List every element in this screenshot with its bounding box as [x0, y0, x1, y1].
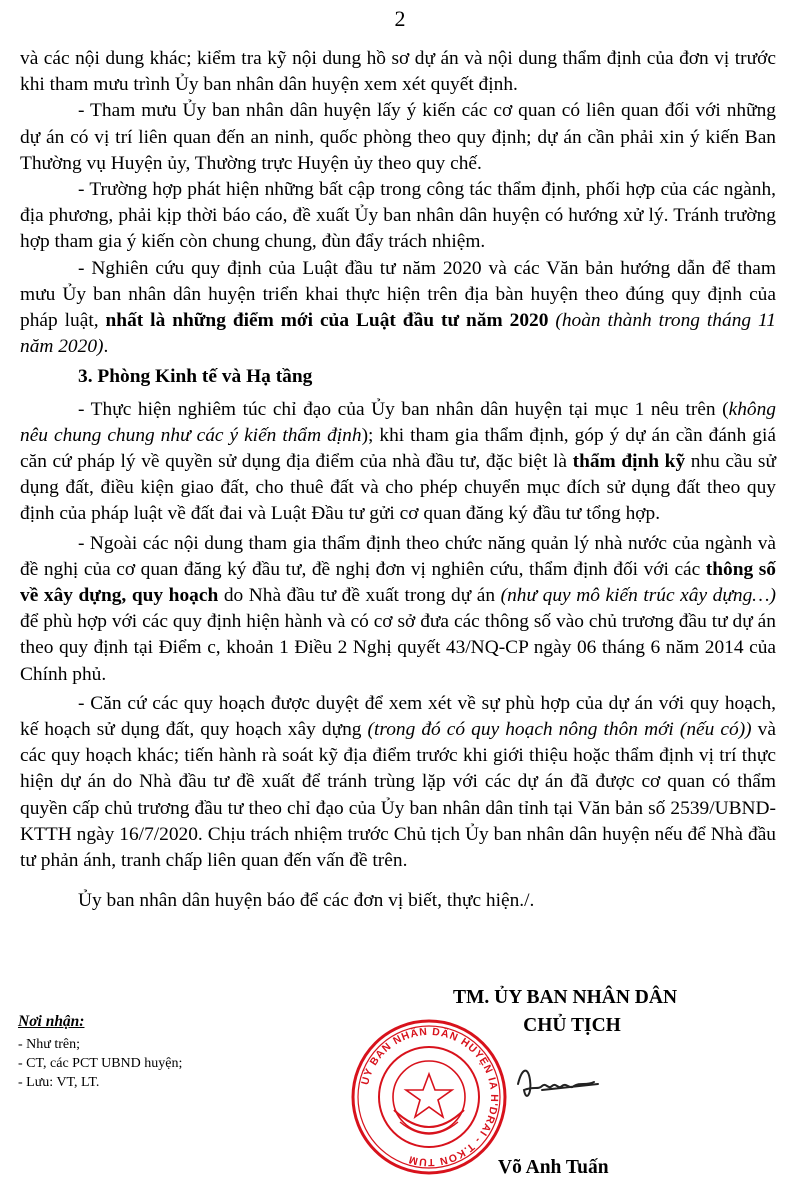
italic-text: (trong đó có quy hoạch nông thôn mới (nếu có)) — [367, 719, 752, 741]
text-run: - Tham mưu Ủy ban nhân dân huyện lấy ý kiến các cơ quan có liên quan đối với những dự án có vị trí liên quan đến an ninh, quốc phòng theo quy định; dự án cần phải xin ý kiến Ban Thường vụ Huyện ủy, Thường trực Huyện ủy theo quy chế. — [20, 100, 776, 174]
body-paragraph — [20, 177, 776, 256]
text-run: ); khi tham gia thẩm định, góp ý dự án cần đánh giá căn cứ pháp lý về quyền sử dụng địa điểm của nhà đầu tư, đặc biệt là — [20, 424, 776, 473]
body-paragraph — [20, 397, 776, 528]
body-paragraph — [20, 531, 776, 688]
italic-text: (hoàn thành trong tháng 11 năm 2020) — [20, 310, 776, 358]
body-paragraph — [20, 98, 776, 177]
body-paragraph — [20, 888, 776, 914]
text-run: - Nghiên cứu quy định của Luật đầu tư năm 2020 và các Văn bản hướng dẫn để tham mưu Ủy ban nhân dân huyện triển khai thực hiện trên địa bàn huyện theo đúng quy định của pháp luật, — [20, 257, 776, 332]
body-paragraph — [20, 256, 776, 361]
official-seal-stamp — [350, 1018, 508, 1176]
text-run: - Thực hiện nghiêm túc chỉ đạo của Ủy ban nhân dân huyện tại mục 1 nêu trên ( — [78, 398, 729, 420]
signature-position: CHỦ TỊCH — [523, 1015, 621, 1036]
text-run: nhu cầu sử dụng đất, điều kiện giao đất, cho thuê đất và cho phép chuyển mục đích sử dụng đất theo quy định của pháp luật về đất đai và Luật Đầu tư gửi cơ quan đăng ký đầu tư tổng hợp. — [20, 451, 776, 525]
recipient-item: - Như trên; — [18, 1037, 81, 1052]
text-run: - Trường hợp phát hiện những bất cập trong công tác thẩm định, phối hợp của các ngành, địa phương, phải kịp thời báo cáo, đề xuất Ủy ban nhân dân huyện có hướng xử lý. Tránh trường hợp tham gia ý kiến còn chung chung, đùn đẩy trách nhiệm. — [20, 179, 776, 253]
text-run: và các nội dung khác; kiểm tra kỹ nội dung hồ sơ dự án và nội dung thẩm định của đơn vị trước khi tham mưu trình Ủy ban nhân dân huyện xem xét quyết định. — [20, 48, 776, 96]
recipients-block — [18, 1012, 182, 1092]
recipients-title: Nơi nhận: — [18, 1013, 85, 1030]
bold-text: thẩm định kỹ — [572, 451, 686, 473]
text-run: do Nhà đầu tư đề xuất trong dự án — [218, 585, 501, 607]
italic-text: không nêu chung chung như các ý kiến thẩm định — [20, 398, 776, 446]
section-heading — [20, 364, 776, 390]
text-run: . — [103, 336, 109, 358]
handwritten-signature — [514, 1060, 602, 1110]
recipient-item: - CT, các PCT UBND huyện; — [18, 1056, 183, 1071]
signature-on-behalf: TM. ỦY BAN NHÂN DÂN — [452, 987, 678, 1008]
italic-text: (như quy mô kiến trúc xây dựng…) — [500, 585, 776, 607]
body-paragraph — [20, 46, 776, 98]
text-run: - Ngoài các nội dung tham gia thẩm định theo chức năng quản lý nhà nước của ngành và đề nghị của cơ quan đăng ký đầu tư, đề nghị đơn vị nghiên cứu, thẩm định đối với các — [20, 532, 776, 580]
recipient-item: - Lưu: VT, LT. — [18, 1075, 100, 1090]
text-run: để phù hợp với các quy định hiện hành và có cơ sở đưa các thông số vào chủ trương đầu tư dự án theo quy định tại Điểm c, khoản 1 Điều 2 Nghị quyết 43/NQ-CP ngày 06 tháng 6 năm 2014 của Chính phủ. — [20, 611, 776, 685]
text-run: Ủy ban nhân dân huyện báo để các đơn vị biết, thực hiện./. — [78, 890, 535, 912]
bold-text: nhất là những điểm mới của Luật đầu tư năm 2020 — [105, 310, 549, 332]
text-run: - Căn cứ các quy hoạch được duyệt để xem xét về sự phù hợp của dự án với quy hoạch, kế hoạch sử dụng đất, quy hoạch xây dựng — [20, 692, 776, 741]
bold-text: thông số về xây dựng, quy hoạch — [20, 558, 776, 607]
document-body — [20, 46, 776, 915]
body-paragraph — [20, 691, 776, 874]
page-number: 2 — [394, 6, 406, 31]
text-run: 3. Phòng Kinh tế và Hạ tầng — [78, 366, 313, 388]
seal-ring-text: UỶ BAN NHÂN DÂN HUYỆN IA H'DRAI - T.KON TUM — [359, 1025, 501, 1169]
signer-name: Võ Anh Tuấn — [498, 1157, 609, 1178]
text-run: và các quy hoạch khác; tiến hành rà soát kỹ địa điểm trước khi giới thiệu hoặc thẩm định vị trí thực hiện dự án do Nhà đầu tư đề xuất để tránh trùng lặp với các dự án đã được cơ quan có thẩm quyền cấp chủ trương đầu tư theo chỉ đạo của Ủy ban nhân dân tỉnh tại Văn bản số 2539/UBND-KTTH ngày 16/7/2020. Chịu trách nhiệm trước Chủ tịch Ủy ban nhân dân huyện nếu để Nhà đầu tư phản ánh, tranh chấp liên quan đến vấn đề trên. — [20, 719, 776, 872]
